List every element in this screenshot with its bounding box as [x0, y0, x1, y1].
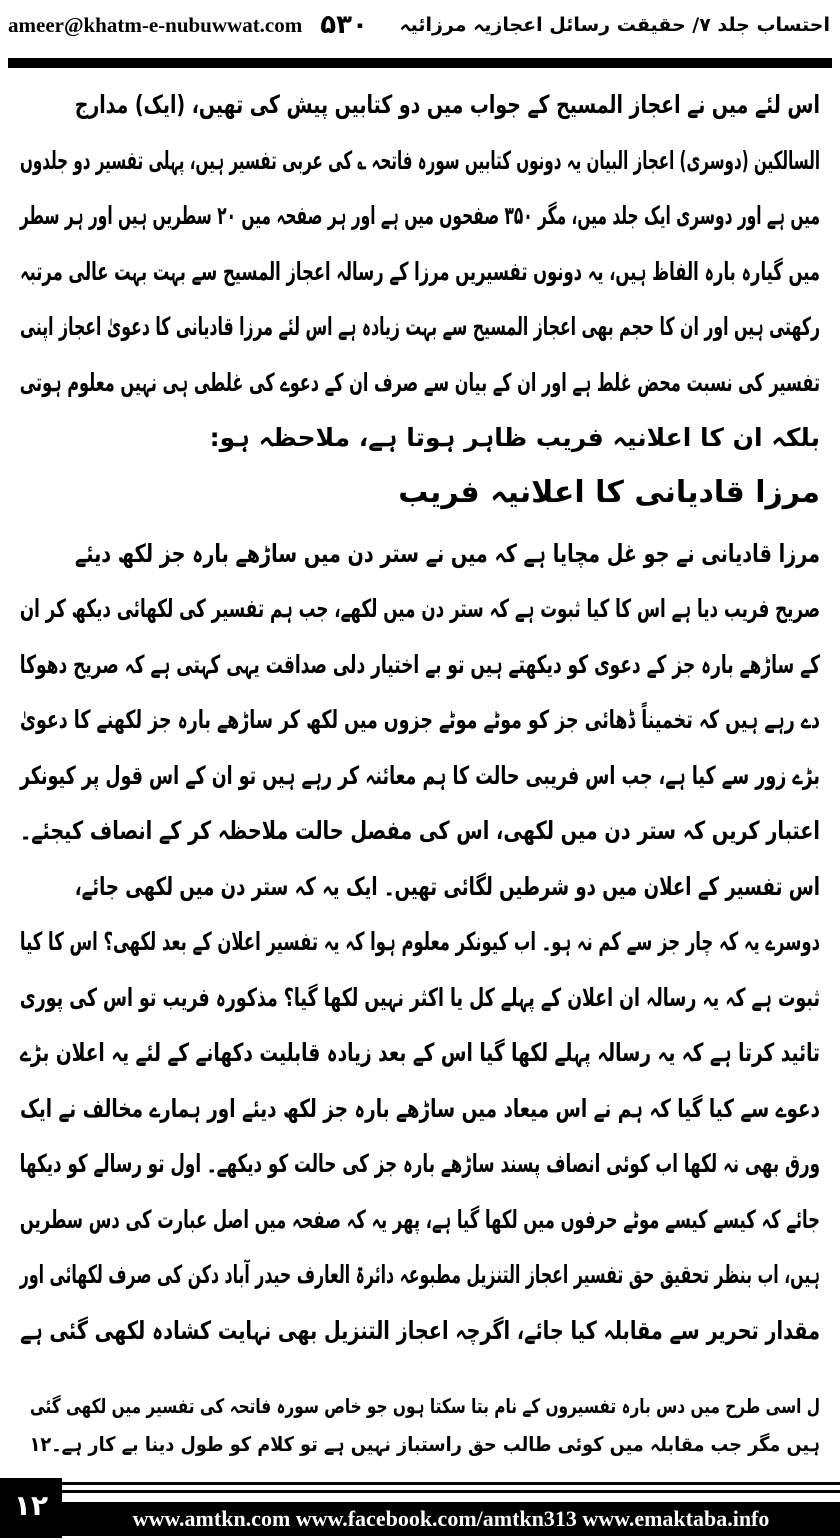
header-email: ameer@khatm-e-nubuwwat.com [8, 12, 303, 37]
footer-divider [62, 1482, 840, 1485]
paragraph-1-line: میں گیارہ بارہ الفاظ ہیں، یہ دونوں تفسیریں مرزا کے رسالہ اعجاز المسیح سے بہت بہت عالی مرتبہ [20, 256, 820, 286]
page-number: ۵۳۰ [320, 10, 368, 40]
paragraph-3-line: مقدار تحریر سے مقابلہ کیا جائے، اگرچہ اعجاز التنزیل بھی نہایت کشادہ لکھی گئی ہے [20, 1315, 820, 1345]
paragraph-3-line: ورق بھی نہ لکھا اب کوئی انصاف پسند ساڑھے بارہ جز کی حالت کو دیکھے۔ اول تو رسالے کو دیکھا [19, 1149, 821, 1178]
paragraph-3-line: دوسرے یہ کہ چار جز سے کم نہ ہو۔ اب کیونکر معلوم ہوا کہ یہ تفسیر اعلان کے بعد لکھی؟ اس کا کیا [19, 927, 820, 956]
paragraph-2-line: دے رہے ہیں کہ تخمیناً ڈھائی جز کو موٹے موٹے جزوں میں لکھ کر ساڑھے بارہ جز لکھنے کا دعویٰ [20, 705, 820, 734]
paragraph-1-line: اس لئے میں نے اعجاز المسیح کے جواب میں دو کتابیں پیش کی تھیں، (ایک) مدارج [74, 90, 820, 119]
paragraph-3-line: اس تفسیر کے اعلان میں دو شرطیں لگائی تھیں۔ ایک یہ کہ ستر دن میں لکھی جائے، [74, 871, 820, 901]
paragraph-1-line: السالکین (دوسری) اعجاز البیان یہ دونوں کتابیں سورہ فاتحہ ؎ کی عربی تفسیر ہیں، پہلی تفسیر دو جلدوں [20, 145, 820, 175]
paragraph-1-line: میں ہے اور دوسری ایک جلد میں، مگر ۳۵۰ صفحوں میں ہے اور ہر صفحہ میں ۲۰ سطریں ہیں اور ہر سطر [19, 201, 820, 230]
paragraph-1-line: بلکہ ان کا اعلانیہ فریب ظاہر ہوتا ہے، ملاحظہ ہو: [209, 423, 820, 452]
paragraph-2-line: بڑے زور سے کیا ہے، جب اس فریبی حالت کا ہم معائنہ کر رہے ہیں تو ان کے اس قول پر کیونکر [20, 760, 820, 790]
paragraph-3-line: تائید کرتا ہے کہ یہ رسالہ پہلے لکھا گیا اس کے بعد زیادہ قابلیت دکھانے کے لئے یہ اعلان بڑے [20, 1038, 820, 1067]
paragraph-3-line: ثبوت ہے کہ یہ رسالہ ان اعلان کے پہلے کل یا اکثر نہیں لکھا گیا؟ مذکورہ فریب تو اس کی پوری [19, 982, 821, 1012]
paragraph-3-line: ہیں، اب بنظر تحقیق حق تفسیر اعجاز التنزیل مطبوعہ دائرۃ العارف حیدر آباد دکن کی صرف لکھائی اور [19, 1260, 820, 1289]
paragraph-1-line: رکھتی ہیں اور ان کا حجم بھی اعجاز المسیح سے بہت زیادہ ہے اس لئے مرزا قادیانی کا دعویٰ اعجاز اپنی [20, 312, 820, 341]
footnote-line: ہیں مگر جب مقابلہ میں کوئی طالب حق راستباز نہیں ہے تو کلام کو طول دینا بے کار ہے۔۱۲ [29, 1432, 820, 1456]
footer-divider [62, 1490, 840, 1493]
header-left-group [8, 10, 368, 40]
footnote-line: ل اسی طرح میں دس بارہ تفسیروں کے نام بتا سکتا ہوں جو خاص سورہ فاتحہ کی تفسیر میں لکھی گئی [30, 1394, 820, 1418]
paragraph-2-line: مرزا قادیانی نے جو غل مچایا ہے کہ میں نے ستر دن میں ساڑھے بارہ جز لکھ دیئے [75, 538, 820, 568]
book-title: احتساب جلد ۷/ حقیقت رسائل اعجازیہ مرزائیہ [399, 14, 830, 36]
paragraph-2-line: کے ساڑھے بارہ جز کے دعوی کو دیکھتے ہیں تو بے اختیار دلی صداقت یہی کہتی ہے کہ صریح دھوکا [19, 649, 821, 679]
footer-links: www.amtkn.com www.facebook.com/amtkn313 www.emaktaba.info [62, 1502, 840, 1536]
paragraph-2-line: صریح فریب دیا ہے اس کا کیا ثبوت ہے کہ ستر دن میں لکھے، جب ہم تفسیر کی لکھائی دیکھ کر ان [19, 594, 820, 623]
paragraph-3-line: دعوے سے کیا گیا کہ ہم نے اس میعاد میں ساڑھے بارہ جز لکھ دیئے اور ہمارے مخالف نے ایک [20, 1093, 820, 1123]
page-header [8, 0, 830, 50]
header-rule [8, 58, 832, 68]
paragraph-1-line: تفسیر کی نسبت محض غلط ہے اور ان کے بیان سے صرف ان کے دعوے کی غلطی ہی نہیں معلوم ہوتی [19, 367, 820, 397]
section-heading: مرزا قادیانی کا اعلانیہ فریب [398, 474, 820, 510]
footer-section-number: ۱۲ [0, 1478, 62, 1538]
paragraph-3-line: جائے کہ کیسے کیسے موٹے حرفوں میں لکھا گیا ہے، پھر یہ کہ صفحہ میں اصل عبارت کی دس سطریں [19, 1204, 820, 1234]
paragraph-2-line: اعتبار کریں کہ ستر دن میں لکھی، اس کی مفصل حالت ملاحظہ کر کے انصاف کیجئے۔ [19, 816, 821, 845]
book-title-container [384, 14, 830, 36]
